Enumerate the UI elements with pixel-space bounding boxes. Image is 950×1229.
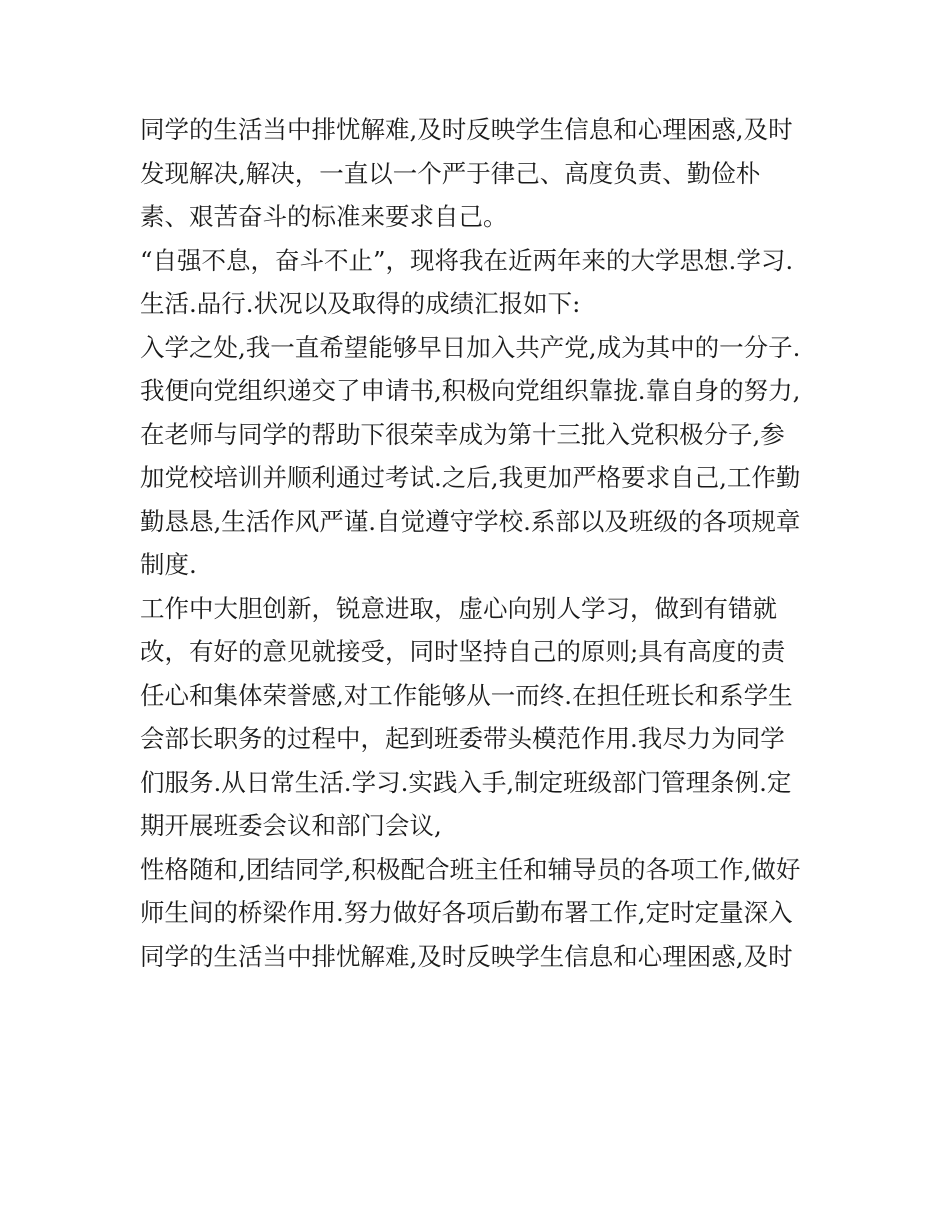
text-line: 同学的生活当中排忧解难,及时反映学生信息和心理困惑,及时 bbox=[140, 115, 793, 144]
text-line: 改，有好的意见就接受，同时坚持自己的原则;具有高度的责 bbox=[140, 637, 786, 666]
text-line: 制度. bbox=[140, 550, 197, 579]
text-line: 勤恳恳,生活作风严谨.自觉遵守学校.系部以及班级的各项规章 bbox=[140, 506, 801, 536]
text-line: 加党校培训并顺利通过考试.之后,我更加严格要求自己,工作勤 bbox=[140, 463, 801, 492]
text-line: 们服务.从日常生活.学习.实践入手,制定班级部门管理条例.定 bbox=[140, 767, 792, 797]
text-line: 期开展班委会议和部门会议, bbox=[140, 811, 442, 840]
text-line: 在老师与同学的帮助下很荣幸成为第十三批入党积极分子,参 bbox=[140, 419, 785, 449]
text-line: 我便向党组织递交了申请书,积极向党组织靠拢.靠自身的努力, bbox=[140, 376, 801, 405]
text-line: 入学之处,我一直希望能够早日加入共产党,成为其中的一分子. bbox=[140, 332, 801, 362]
text-line: 会部长职务的过程中，起到班委带头模范作用.我尽力为同学 bbox=[140, 724, 785, 753]
text-line: 同学的生活当中排忧解难,及时反映学生信息和心理困惑,及时 bbox=[140, 941, 793, 971]
text-line: 任心和集体荣誉感,对工作能够从一而终.在担任班长和系学生 bbox=[140, 680, 793, 710]
text-line: 工作中大胆创新，锐意进取，虚心向别人学习，做到有错就 bbox=[140, 593, 777, 623]
document-body bbox=[140, 108, 810, 978]
text-line: 师生间的桥梁作用.努力做好各项后勤布署工作,定时定量深入 bbox=[140, 898, 793, 927]
text-line: 性格随和,团结同学,积极配合班主任和辅导员的各项工作,做好 bbox=[140, 854, 801, 884]
text-line: “自强不息，奋斗不止”，现将我在近两年来的大学思想.学习. bbox=[140, 245, 794, 275]
text-line: 素、艰苦奋斗的标准来要求自己。 bbox=[140, 202, 508, 231]
text-line: 生活.品行.状况以及取得的成绩汇报如下: bbox=[140, 289, 581, 318]
text-line: 发现解决,解决，一直以一个严于律己、高度负责、勤俭朴 bbox=[140, 158, 761, 188]
